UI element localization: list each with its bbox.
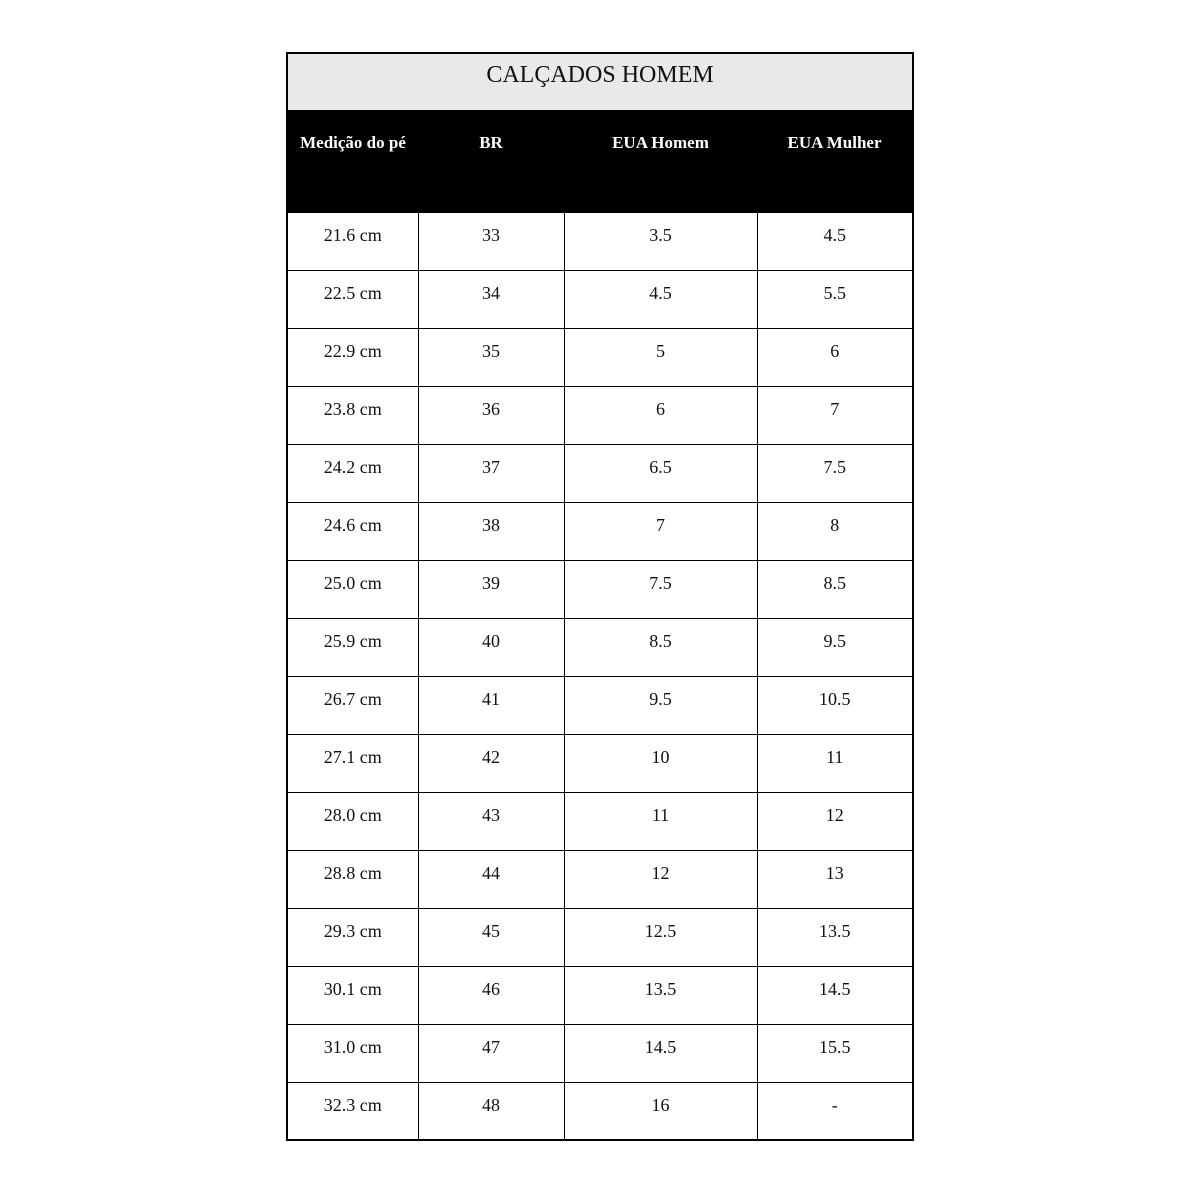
title-row [287,53,913,110]
foot-measurement-cell: 24.6 cm [287,502,418,560]
br-size-cell: 40 [418,618,564,676]
foot-measurement-cell: 26.7 cm [287,676,418,734]
foot-measurement-cell: 25.9 cm [287,618,418,676]
table-row [287,850,913,908]
table-row [287,792,913,850]
table-row [287,734,913,792]
us-women-size-cell: 10.5 [757,676,913,734]
us-men-size-cell: 3.5 [564,212,757,270]
br-size-cell: 39 [418,560,564,618]
us-men-size-cell: 9.5 [564,676,757,734]
foot-measurement-cell: 30.1 cm [287,966,418,1024]
us-women-size-cell: 11 [757,734,913,792]
table-title: CALÇADOS HOMEM [287,53,913,110]
us-men-size-cell: 7.5 [564,560,757,618]
us-men-size-cell: 12.5 [564,908,757,966]
us-men-size-cell: 12 [564,850,757,908]
us-women-size-cell: 7.5 [757,444,913,502]
us-men-size-cell: 6 [564,386,757,444]
foot-measurement-cell: 21.6 cm [287,212,418,270]
us-men-size-cell: 4.5 [564,270,757,328]
us-men-size-cell: 13.5 [564,966,757,1024]
foot-measurement-cell: 24.2 cm [287,444,418,502]
us-men-size-cell: 5 [564,328,757,386]
header-label: BR [479,133,503,152]
table-row [287,966,913,1024]
br-size-cell: 34 [418,270,564,328]
us-women-size-cell: 8.5 [757,560,913,618]
header-us-men [564,110,757,212]
header-br [418,110,564,212]
header-label: EUA Mulher [787,133,882,152]
us-men-size-cell: 11 [564,792,757,850]
header-us-women [757,110,913,212]
us-women-size-cell: 9.5 [757,618,913,676]
table-row [287,328,913,386]
us-men-size-cell: 8.5 [564,618,757,676]
br-size-cell: 46 [418,966,564,1024]
us-women-size-cell: 13 [757,850,913,908]
foot-measurement-cell: 28.0 cm [287,792,418,850]
table-body [287,212,913,1140]
us-men-size-cell: 14.5 [564,1024,757,1082]
us-men-size-cell: 10 [564,734,757,792]
us-women-size-cell: - [757,1082,913,1140]
foot-measurement-cell: 28.8 cm [287,850,418,908]
table-row [287,386,913,444]
br-size-cell: 44 [418,850,564,908]
br-size-cell: 47 [418,1024,564,1082]
br-size-cell: 33 [418,212,564,270]
br-size-cell: 41 [418,676,564,734]
table-row [287,270,913,328]
us-men-size-cell: 7 [564,502,757,560]
table-row [287,502,913,560]
table-row [287,676,913,734]
header-label: EUA Homem [612,133,709,152]
us-women-size-cell: 7 [757,386,913,444]
foot-measurement-cell: 29.3 cm [287,908,418,966]
us-women-size-cell: 15.5 [757,1024,913,1082]
table-row [287,212,913,270]
foot-measurement-cell: 23.8 cm [287,386,418,444]
table-row [287,1082,913,1140]
us-men-size-cell: 6.5 [564,444,757,502]
us-women-size-cell: 5.5 [757,270,913,328]
foot-measurement-cell: 27.1 cm [287,734,418,792]
header-row [287,110,913,212]
foot-measurement-cell: 22.9 cm [287,328,418,386]
br-size-cell: 45 [418,908,564,966]
us-women-size-cell: 14.5 [757,966,913,1024]
us-women-size-cell: 6 [757,328,913,386]
table-row [287,1024,913,1082]
br-size-cell: 37 [418,444,564,502]
header-foot-measurement [287,110,418,212]
header-label: Medição do pé [300,133,406,152]
br-size-cell: 42 [418,734,564,792]
table-row [287,560,913,618]
br-size-cell: 35 [418,328,564,386]
foot-measurement-cell: 31.0 cm [287,1024,418,1082]
table-row [287,908,913,966]
br-size-cell: 48 [418,1082,564,1140]
br-size-cell: 36 [418,386,564,444]
foot-measurement-cell: 22.5 cm [287,270,418,328]
us-women-size-cell: 12 [757,792,913,850]
size-chart-table [286,52,914,1141]
table-row [287,618,913,676]
us-men-size-cell: 16 [564,1082,757,1140]
us-women-size-cell: 4.5 [757,212,913,270]
foot-measurement-cell: 25.0 cm [287,560,418,618]
foot-measurement-cell: 32.3 cm [287,1082,418,1140]
br-size-cell: 38 [418,502,564,560]
br-size-cell: 43 [418,792,564,850]
us-women-size-cell: 8 [757,502,913,560]
us-women-size-cell: 13.5 [757,908,913,966]
table-row [287,444,913,502]
